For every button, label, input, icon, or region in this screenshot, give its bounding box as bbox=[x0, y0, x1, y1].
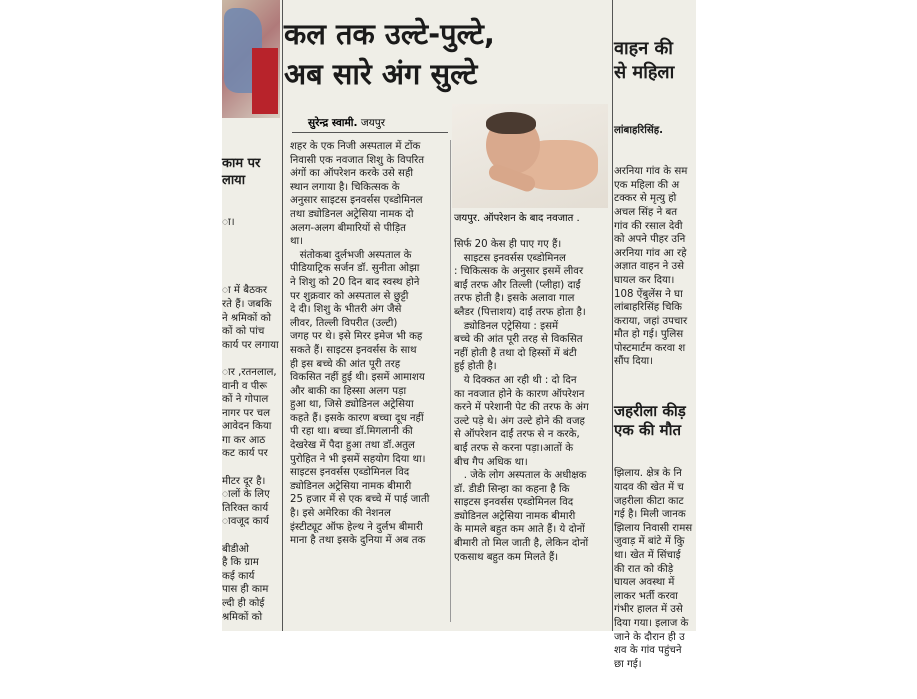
article-column-1: शहर के एक निजी अस्पताल में टोंक निवासी एक नवजात शिशु के विपरित अंगों का ऑपरेशन करके उसे सही स्थान लगाया है। चिकित्सक के अनुसार साइटस इनवर्सस एब्डोमिनल तथा ड्योडिनल अट्रेसिया नामक दो अलग-अलग बीमारियों से पीड़ित था। संतोकबा दुर्लभजी अस्पताल के पीडियाट्रिक सर्जन डॉ. सुनीता ओझा ने शिशु को 20 दिन बाद स्वस्थ होने पर शुक्रवार को अस्पताल से छुट्टी दे दी। शिशु के भीतरी अंग जैसे लीवर, तिल्ली विपरीत (उल्टी) जगह पर थे। इसे मिरर इमेज भी कह सकते हैं। साइटस इनवर्सस के साथ ही इस बच्चे की आंत पूरी तरह विकसित नहीं हुई थी। इसमें आमाशय और बाकी का हिस्सा अलग पड़ा हुआ था, जिसे ड्योडिनल अट्रेसिया कहते हैं। इसके कारण बच्चा दूध नहीं पी रहा था। बच्चा डॉ.मिगलानी की देखरेख में पैदा हुआ तथा डॉ.अतुल पुरोहित ने भी इसमें सहयोग दिया था। साइटस इनवर्सस एब्डोमिनल विद ड्योडिनल अट्रेसिया नामक बीमारी 25 हजार में से एक बच्चे में पाई जाती है। इसे अमेरिका की नेशनल इंस्टीट्यूट ऑफ हेल्थ ने दुर्लभ बीमारी माना है तथा इसके दुनिया में अब तक bbox=[290, 141, 430, 547]
article-headline: कल तक उल्टे-पुल्टे, अब सारे अंग सुल्टे bbox=[284, 17, 495, 91]
right-column-heading-2: जहरीला कीड़ एक की मौत bbox=[614, 402, 686, 440]
left-column-text: ा। ा में बैठकर रते हैं। जबकि ने श्रमिकों को कों को पांच कार्य पर लगाया ार ,रतनलाल, वानी व पीरू कों ने गोपाल नागर पर चल आवेदन किया गा कर आठ कट कार्य पर मीटर दूर है। ालों के लिए तिरिक्त कार्य ावजूद कार्य बीडीओ है कि ग्राम कई कार्य पास ही काम ल्दी ही कोई श्रमिकों को bbox=[222, 217, 279, 623]
article-column-2: सिर्फ 20 केस ही पाए गए हैं। साइटस इनवर्सस एब्डोमिनल : चिकित्सक के अनुसार इसमें लीवर बाईं तरफ और तिल्ली (प्लीहा) दाईं तरफ होती है। इसके अलावा गाल ब्लैडर (पित्ताशय) दाईं तरफ होता है। ड्योडिनल एट्रेसिया : इसमें बच्चे की आंत पूरी तरह से विकसित नहीं होती है तथा दो हिस्सों में बंटी हुई होती है। ये दिक्कत आ रही थी : दो दिन का नवजात होने के कारण ऑपरेशन करने में परेशानी पेट की तरफ के अंग उल्टे पड़े थे। अंग उल्टे होने की वजह से ऑपरेशन दाईं तरफ से न करके, बाईं तरफ से करना पड़ा।आतों के बीच गैप अधिक था। . जेके लोग अस्पताल के अधीक्षक डॉ. डीडी सिन्हा का कहना है कि साइटस इनवर्सस एब्डोमिनल विद ड्योडिनल अट्रेसिया नामक बीमारी के मामले बहुत कम आते हैं। ये दोनों बीमारी तो मिल जाती है, लेकिन दोनों एकसाथ बहुत कम मिलते हैं। bbox=[454, 239, 589, 563]
byline-author: सुरेन्द्र स्वामी. bbox=[308, 117, 358, 129]
right-column-heading: वाहन की से महिला bbox=[614, 38, 675, 84]
left-column-photo bbox=[222, 0, 280, 118]
left-column-heading: काम पर लाया bbox=[222, 156, 261, 189]
right-column-fragment bbox=[614, 0, 696, 699]
newborn-photo bbox=[452, 104, 608, 208]
column-divider bbox=[282, 0, 283, 631]
column-divider bbox=[450, 140, 451, 622]
photo-caption: जयपुर. ऑपरेशन के बाद नवजात . bbox=[454, 213, 580, 224]
byline-place: जयपुर bbox=[360, 117, 385, 129]
right-column-text-2: झिलाय. क्षेत्र के नि यादव की खेत में च जहरीला कीटा काट गई है। मिली जानक झिलाय निवासी रामस जुवाड़ में बांटे में कुि था। खेत में सिंचाई की रात को कीड़े घायल अवस्था में लाकर भर्ती करवा गंभीर हालत में उसे दिया गया। इलाज के जाने के दौरान ही उ शव के गांव पहुंचने छा गई। bbox=[614, 468, 693, 670]
right-column-text: अरनिया गांव के सम एक महिला की अ टक्कर से मृत्यु हो अचल सिंह ने बत गांव की रसाल देवी को अपने पीहर उनि अरनिया गांव आ रहे अज्ञात वाहन ने उसे घायल कर दिया। 108 ऐंबुलेंस ने घा लांबाहरिसिंह चिकि कराया, जहां उपचार मौत हो गई। पुलिस पोस्टमार्टम करवा श सौंप दिया। bbox=[614, 166, 688, 368]
photo-figure-shape bbox=[252, 48, 278, 114]
right-column-dateline: लांबाहरिसिंह. bbox=[614, 125, 664, 137]
column-divider bbox=[612, 0, 613, 631]
photo-baby-hair bbox=[486, 112, 536, 134]
byline-rule bbox=[292, 132, 448, 133]
newspaper-clipping bbox=[222, 0, 696, 670]
byline bbox=[308, 116, 385, 130]
left-column-fragment bbox=[222, 128, 280, 651]
